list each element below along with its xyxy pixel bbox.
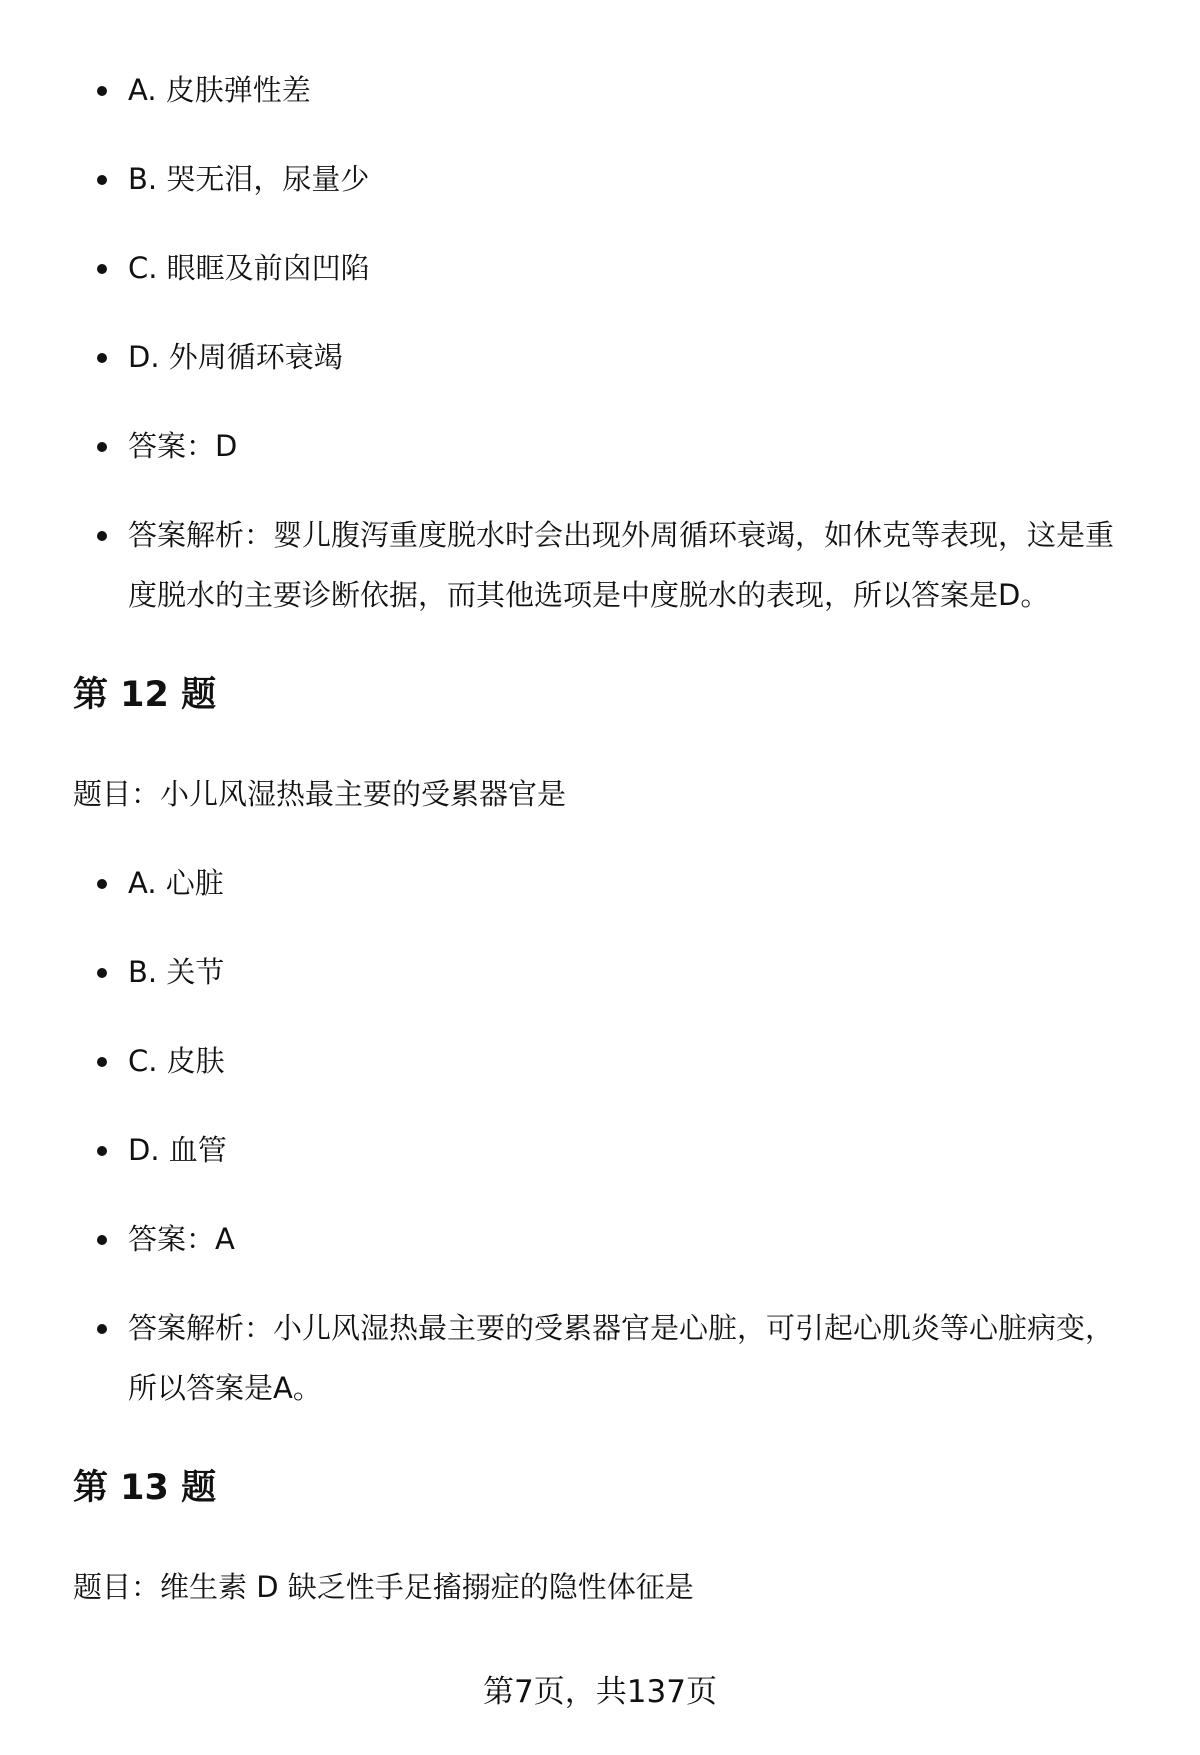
q12-answer-text: 答案：A [128, 1222, 235, 1256]
bullet-icon [97, 86, 107, 96]
bullet-icon [97, 1324, 107, 1334]
q11-option-a-text: A. 皮肤弹性差 [128, 73, 311, 107]
q12-heading: 第 12 题 [73, 675, 217, 715]
q11-option-d-text: D. 外周循环衰竭 [128, 340, 343, 374]
bullet-icon [97, 353, 107, 363]
q12-option-b [128, 942, 1138, 1002]
q11-option-b-text: B. 哭无泪，尿量少 [128, 162, 370, 196]
q12-question: 题目：小儿风湿热最主要的受累器官是 [73, 777, 567, 811]
q13-heading: 第 13 题 [73, 1468, 217, 1508]
q12-option-d-text: D. 血管 [128, 1133, 227, 1167]
q12-option-c-text: C. 皮肤 [128, 1044, 225, 1078]
bullet-icon [97, 531, 107, 541]
q12-option-b-text: B. 关节 [128, 955, 225, 989]
q12-option-d [128, 1120, 1138, 1180]
bullet-icon [97, 1057, 107, 1067]
q11-answer [128, 416, 1138, 476]
q11-answer-text: 答案：D [128, 429, 238, 463]
q12-option-a-text: A. 心脏 [128, 866, 224, 900]
q12-answer [128, 1209, 1138, 1269]
bullet-icon [97, 879, 107, 889]
q11-option-b [128, 149, 1138, 209]
bullet-icon [97, 264, 107, 274]
bullet-icon [97, 968, 107, 978]
q12-option-c [128, 1031, 1138, 1091]
q11-option-d [128, 327, 1138, 387]
q13-question: 题目：维生素 D 缺乏性手足搐搦症的隐性体征是 [73, 1570, 694, 1604]
page-footer: 第7页，共137页 [483, 1674, 717, 1710]
q12-explanation-text: 答案解析：小儿风湿热最主要的受累器官是心脏，可引起心肌炎等心脏病变，所以答案是A。 [128, 1311, 1115, 1405]
q12-option-a [128, 853, 1138, 913]
bullet-icon [97, 175, 107, 185]
q11-option-a [128, 60, 1138, 120]
bullet-icon [97, 1235, 107, 1245]
q11-explanation [128, 505, 1138, 625]
q11-explanation-text: 答案解析：婴儿腹泻重度脱水时会出现外周循环衰竭，如休克等表现，这是重度脱水的主要诊断依据，而其他选项是中度脱水的表现，所以答案是D。 [128, 518, 1115, 612]
bullet-icon [97, 1146, 107, 1156]
q11-option-c-text: C. 眼眶及前囟凹陷 [128, 251, 370, 285]
q11-option-c [128, 238, 1138, 298]
bullet-icon [97, 442, 107, 452]
q12-explanation [128, 1298, 1138, 1418]
